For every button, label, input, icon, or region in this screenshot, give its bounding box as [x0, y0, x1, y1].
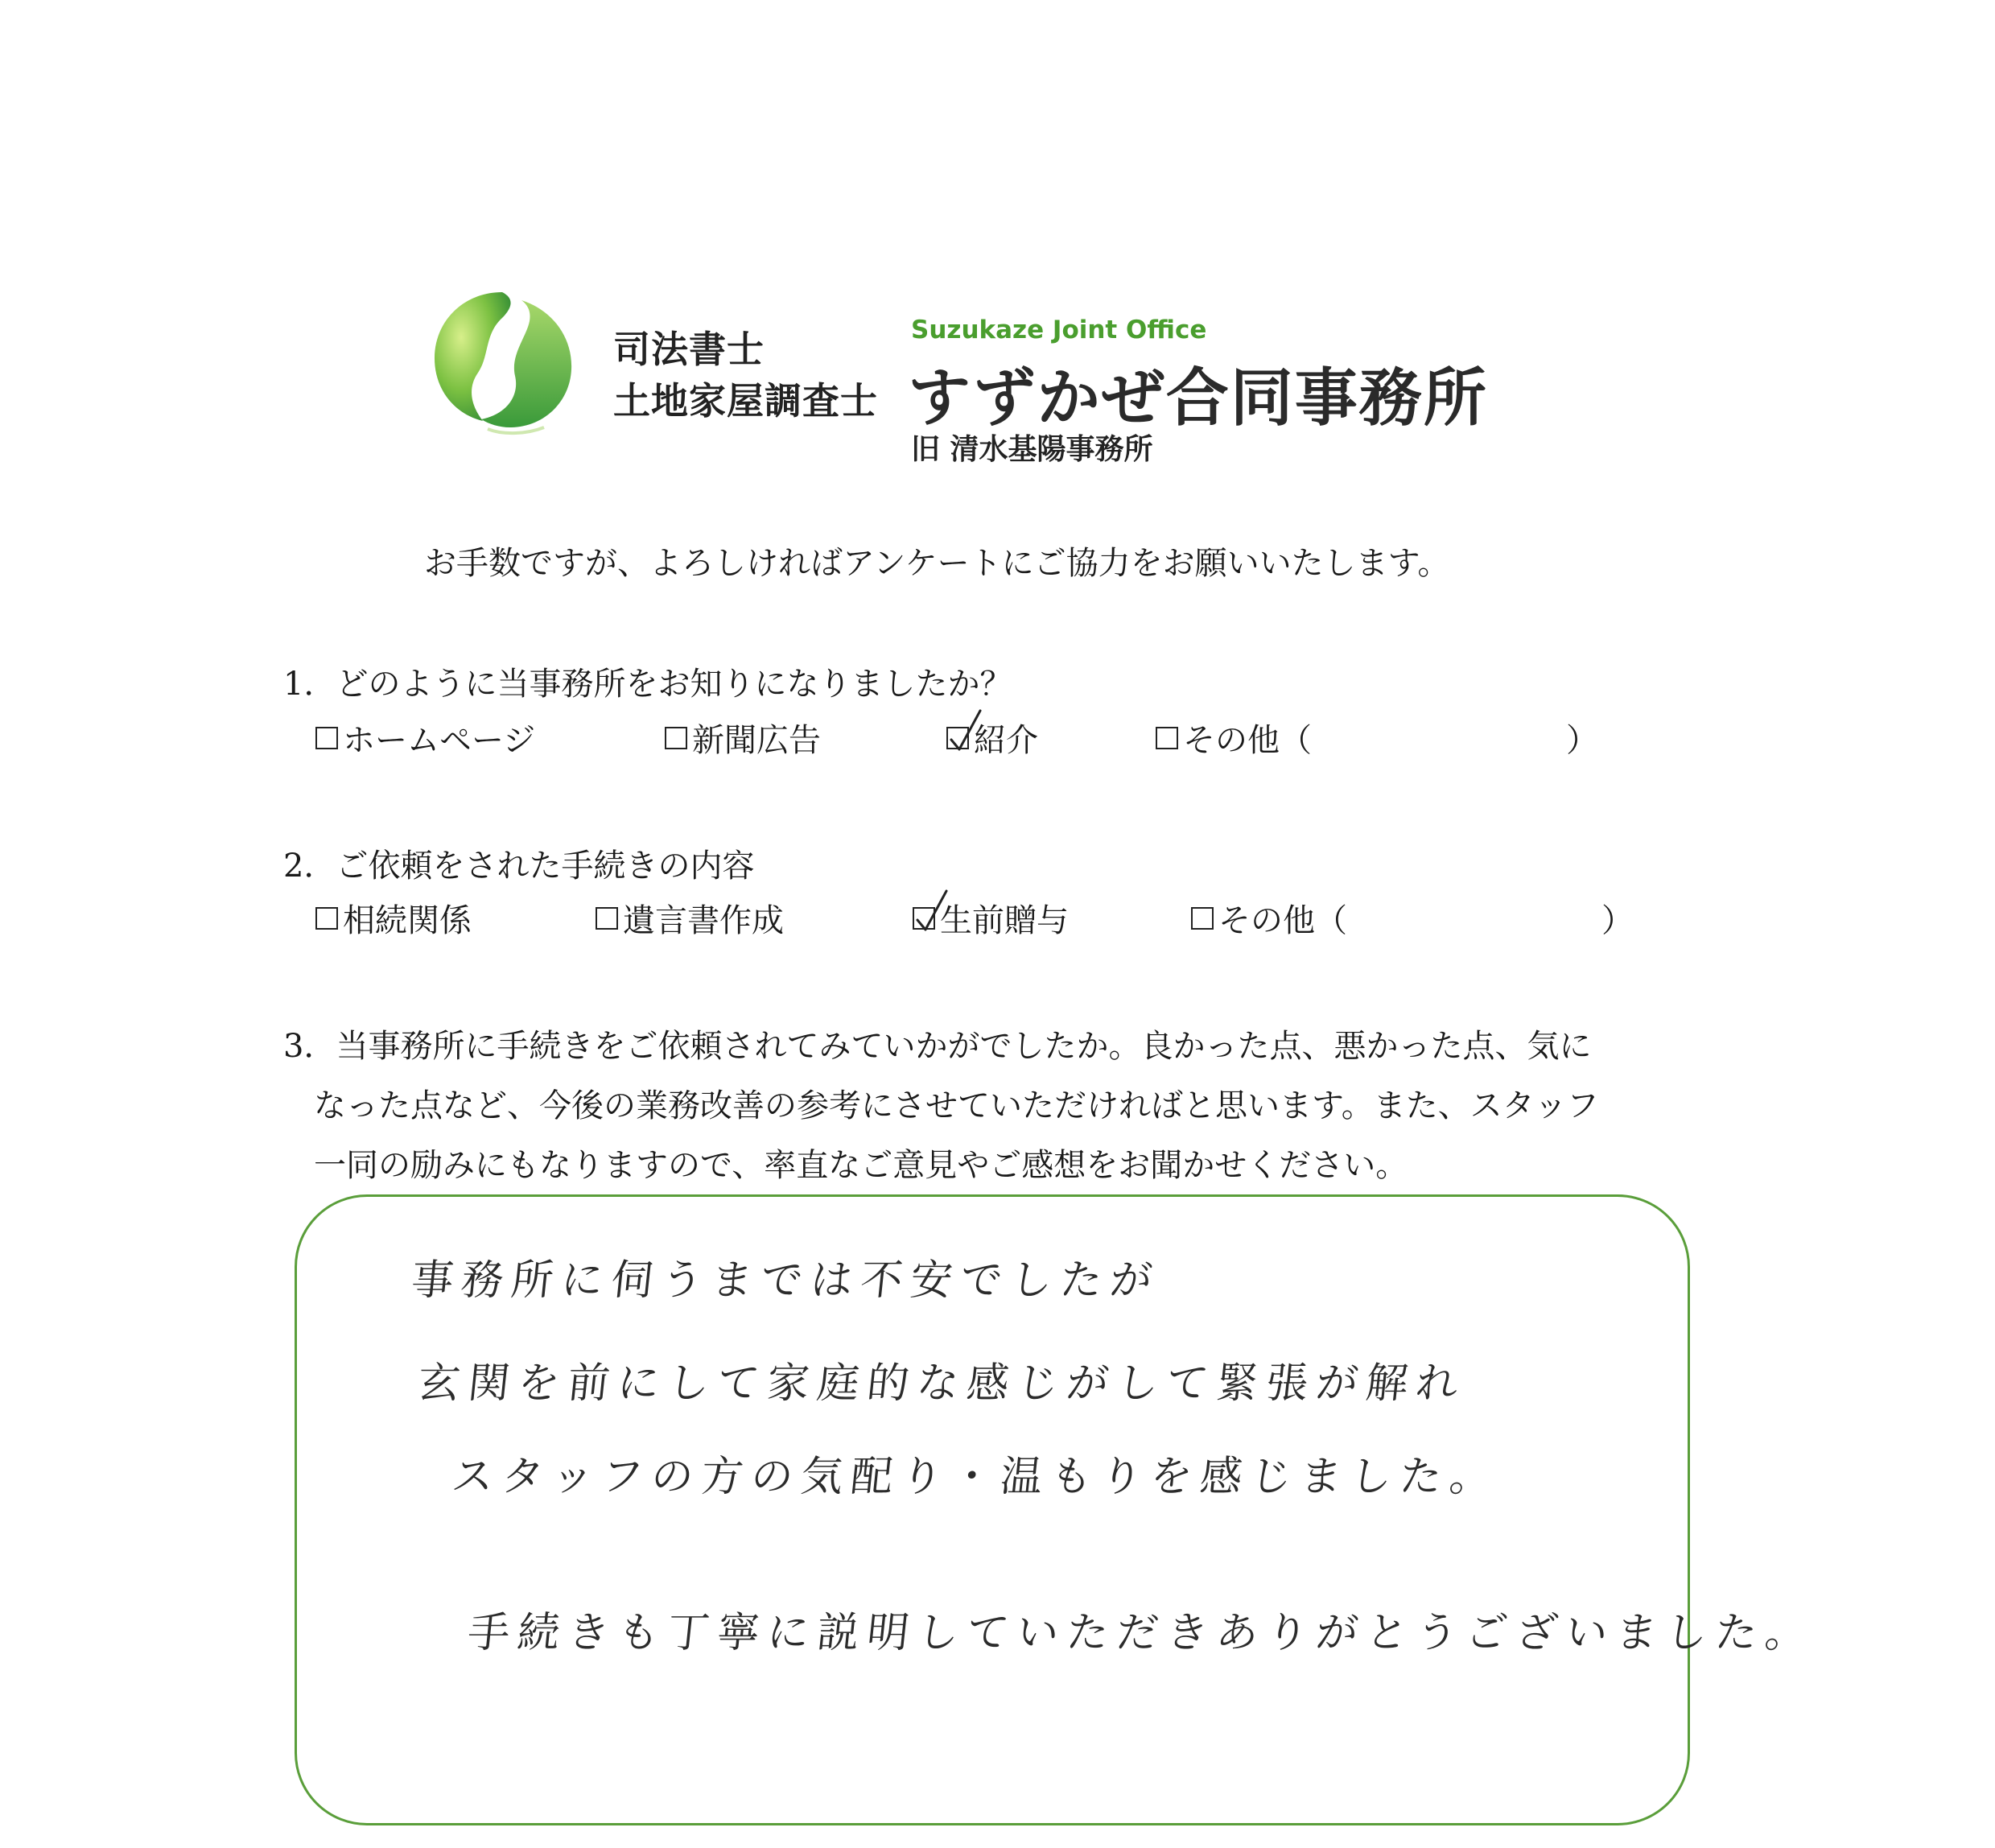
- handwritten-answer-line-1: 事務所に伺うまでは不安でしたが: [409, 1256, 1163, 1305]
- option-label: その他（: [1218, 902, 1347, 939]
- handwritten-answer-line-3: スタッフの方の気配り・温もりを感じました。: [449, 1453, 1502, 1501]
- q1-option-other[interactable]: [1156, 715, 1312, 761]
- checkmark-icon: [914, 888, 950, 933]
- option-label: 相続関係: [343, 902, 472, 939]
- question-2-text: 2．ご依頼をされた手続きの内容: [283, 848, 755, 885]
- checkbox[interactable]: [596, 907, 618, 930]
- q2-option-will[interactable]: [596, 895, 784, 941]
- qualification-judicial-scrivener: 司法書士: [613, 328, 765, 371]
- checkmark-icon: [948, 707, 983, 753]
- green-s-circle-logo-icon: [431, 286, 576, 439]
- q2-other-close-paren: ）: [1601, 902, 1634, 939]
- q2-option-inheritance[interactable]: [315, 895, 472, 941]
- q2-option-other[interactable]: [1191, 895, 1347, 941]
- former-office-name: 旧 清水基陽事務所: [911, 433, 1153, 466]
- office-name-english: Suzukaze Joint Office: [911, 316, 1207, 344]
- checkbox[interactable]: [1156, 727, 1178, 749]
- survey-intro: お手数ですが、よろしければアンケートにご協力をお願いいたします。: [424, 545, 1450, 582]
- checkbox[interactable]: [315, 907, 338, 930]
- checkbox-checked[interactable]: [946, 727, 969, 749]
- question-3-line-1: 3．当事務所に手続きをご依頼されてみていかがでしたか。良かった点、悪かった点、気に: [283, 1028, 1592, 1065]
- q1-option-referral[interactable]: [946, 715, 1038, 761]
- option-label: 生前贈与: [940, 902, 1069, 939]
- q2-option-gift[interactable]: [913, 895, 1069, 941]
- office-name-japanese: すずかぜ合同事務所: [908, 362, 1488, 435]
- option-label: 遺言書作成: [623, 902, 784, 939]
- question-1-text: 1．どのように当事務所をお知りになりましたか？: [283, 666, 1012, 703]
- q1-option-newspaper[interactable]: [665, 715, 821, 761]
- option-label: 紹介: [974, 722, 1038, 759]
- handwritten-answer-line-4: 手続きも丁寧に説明していただきありがとうございました。: [465, 1609, 1818, 1657]
- option-label: その他（: [1183, 722, 1312, 759]
- q1-other-close-paren: ）: [1566, 722, 1598, 759]
- q1-option-homepage[interactable]: [315, 715, 535, 761]
- option-label: 新聞広告: [692, 722, 821, 759]
- checkbox[interactable]: [665, 727, 687, 749]
- checkbox[interactable]: [315, 727, 338, 749]
- handwritten-answer-line-2: 玄関を前にして家庭的な感じがして緊張が解れ: [415, 1359, 1469, 1408]
- question-3-line-2: なった点など、今後の業務改善の参考にさせていただければと思います。また、スタッフ: [314, 1087, 1599, 1124]
- qualification-land-house-surveyor: 土地家屋調査士: [613, 379, 878, 423]
- checkbox[interactable]: [1191, 907, 1214, 930]
- question-3-line-3: 一同の励みにもなりますので、率直なご意見やご感想をお聞かせください。: [314, 1147, 1408, 1184]
- checkbox-checked[interactable]: [913, 907, 935, 930]
- option-label: ホームページ: [343, 722, 536, 759]
